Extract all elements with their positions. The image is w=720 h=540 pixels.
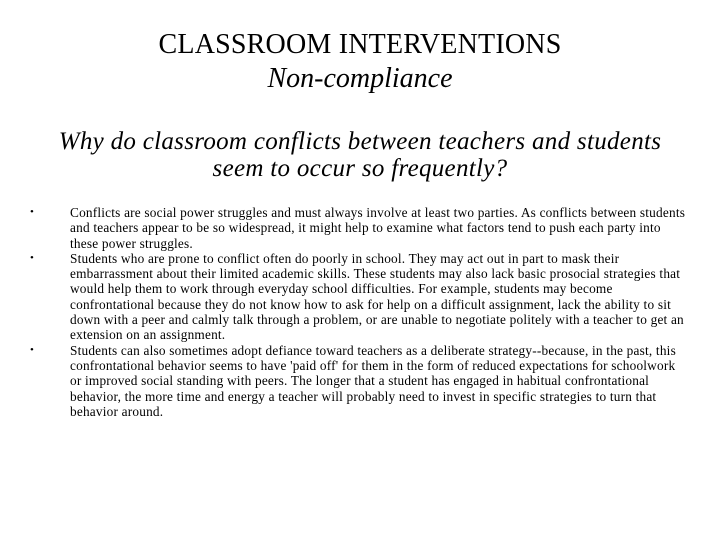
bullet-icon: • bbox=[30, 343, 35, 356]
bullet-icon: • bbox=[30, 251, 35, 264]
bullet-list bbox=[30, 205, 686, 419]
bullet-item-2 bbox=[30, 251, 686, 343]
question-heading: Why do classroom conflicts between teachers and students seem to occur so frequently? bbox=[58, 128, 662, 182]
bullet-text: Students who are prone to conflict often do poorly in school. They may act out in part to mask their embarrassment about their limited academic skills. These students may also lack basic prosocial strategies that would help them to work through everyday school difficulties. For example, students may become confrontational because they do not know how to ask for help on a difficult assignment, lack the ability to sit down with a peer and calmly talk through a problem, or are unable to negotiate politely with a teacher to get an extension on an assignment. bbox=[70, 250, 684, 343]
bullet-item-3 bbox=[30, 343, 686, 419]
title-main: CLASSROOM INTERVENTIONS bbox=[158, 29, 562, 60]
slide-title bbox=[0, 28, 720, 96]
bullet-text: Students can also sometimes adopt defiance toward teachers as a deliberate strategy--because, in the past, this confrontational behavior seems to have 'paid off' for them in the form of reduced expectations for schoolwork or improved social standing with peers. The longer that a student has engaged in habitual confrontational behavior, the more time and energy a teacher will probably need to invest in specific strategies to turn that behavior around. bbox=[70, 342, 676, 419]
title-subtitle: Non-compliance bbox=[267, 63, 453, 94]
bullet-item-1 bbox=[30, 205, 686, 251]
bullet-text: Conflicts are social power struggles and must always involve at least two parties. As conflicts between students and teachers appear to be so widespread, it might help to examine what factors tend to push each party into these power struggles. bbox=[70, 205, 686, 251]
bullet-icon: • bbox=[30, 206, 35, 218]
